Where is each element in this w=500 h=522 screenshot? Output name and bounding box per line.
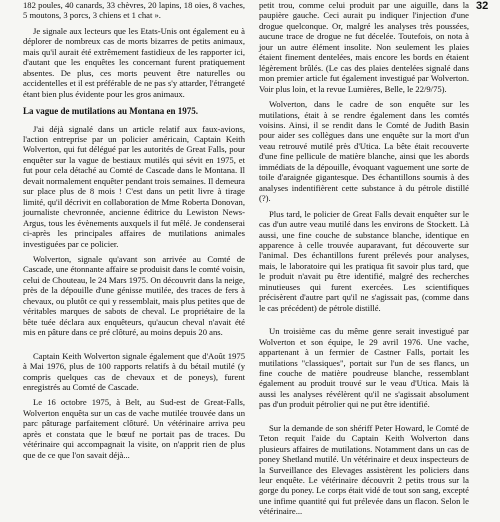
paragraph: Le 16 octobre 1975, à Belt, au Sud-est de Great-Falls, Wolverton enquêta sur un cas de vache mutilée trouvée dans un parc pâturage parfaitement clôturé. Un vétérinaire arriva peu après et constata que le bœuf ne portait pas de traces. Du vétérinaire qui accompagnait la visite, on n'apprit rien de plus que de ce que l'on savait déjà... <box>23 397 245 460</box>
paragraph: J'ai déjà signalé dans un article relatif aux faux-avions, l'action entreprise par un policier américain, Captain Keith Wolverton, qui fut délégué par les autorités de Great Falls, pour enquêter sur la vague de bestiaux mutilés qui sévit en 1975, et fut pour cela détaché au Comté de Cascade dans le Montana. Il devait normalement enquêter pendant trois semaines. Il demeura sur place plus de 8 mois ! C'est dans un petit livre à tirage limité, qu'il décrivit en collaboration de Mme Roberta Donovan, journaliste chevronnée, ancienne éditrice du Lewiston News-Argus, tous les évènements auxquels il fut mêlé. Je condenserai ci-après les principales affaires de mutilations animales investiguées par ce policier. <box>23 123 245 249</box>
paragraph-gap <box>23 343 245 351</box>
page-number: 32 <box>476 0 489 12</box>
paragraph: Wolverton, dans le cadre de son enquête sur les mutilations, était à se rendre également dans les comtés voisins. Ainsi, il se rendit dans le Comté de Judith Basin pour aider ses collègues dans une enquête sur la mort d'un veau retrouvé mutilé près d'Utica. La bête était recouverte d'une fine pellicule de matière blanche, ainsi que les abords immédiats de la dépouille, évoquant vaguement une sorte de toile d'araignée gigantesque. Des échantillons soumis à des analyses indentifièrent cette substance à du pétrole distillé (?). <box>259 99 469 204</box>
paragraph: petit trou, comme celui produit par une aiguille, dans la paupière gauche. Ceci aurait pu indiquer l'injection d'une drogue quelconque. Or, malgré les analyses très poussées, aucune trace de drogue ne fut décelée. Toutefois, on nota à jour un autre élément insolite. Non seulement les plaies étaient finement dentelées, mais encore les bords en étaient légèrement brûlés. (Le cas des plaies dentelées signalé dans mon premier article fut également investigué par Wolverton. Voir plus loin, et la revue Lumières, Belle, le 22/9/75). <box>259 0 469 94</box>
paragraph: Wolverton, signale qu'avant son arrivée au Comté de Cascade, une étonnante affaire se produisit dans le comté voisin, celui de Chouteau, le 24 Mars 1975. On découvrit dans la neige, près de la dépouille d'une génisse mutilée, des traces de fers à chevaux, ou plutôt ce qui y ressemblait, mais plus petites que de véritables marques de sabots de cheval. Le propriétaire de la bête tuée déclara aux enquêteurs, qu'aucun cheval n'avait été mis en pâture dans ce pré clôturé, au moins depuis 20 ans. <box>23 253 246 338</box>
right-column <box>259 0 469 522</box>
paragraph: Captain Keith Wolverton signale également que d'Août 1975 à Mai 1976, plus de 100 rapports relatifs à du bétail mutilé (y compris quelques cas de chevaux et de poneys), furent enregistrés au Comté de Cascade. <box>23 350 245 392</box>
paragraph: Je signale aux lecteurs que les Etats-Unis ont également eu à déplorer de nombreux cas de morts bizarres de petits animaux, mais qu'il aurait été extrêmement fastidieux de les rapporter ici, d'autant que les enquêtes les concernant furent pratiquement absentes. De plus, ces morts peuvent être naturelles ou accidentelles et il est préférable de ne pas s'y attarder, l'étrangeté étant bien plus évidente pour les gros animaux. <box>23 25 245 99</box>
left-column <box>23 0 245 465</box>
paragraph-gap <box>259 318 469 326</box>
paragraph: 182 poules, 40 canards, 33 chèvres, 20 lapins, 18 oies, 8 vaches, 5 moutons, 3 porcs, 3 chiens et 1 chat ». <box>23 0 245 21</box>
paragraph: Plus tard, le policier de Great Falls devait enquêter sur le cas d'un autre veau mutilé dans les environs de Stockett. Là aussi, une fine couche de substance blanche, identique en apparence à celle trouvée auparavant, fut découverte sur l'animal. Des échantillons furent prélevés pour analyses, mais, le laboratoire qui les pratiqua fit savoir plus tard, que le produit n'avait pu être identifié, malgré des recherches minutieuses qui furent exercées. Les scientifiques précisèrent d'autre part qu'il ne s'agissait pas, (comme dans le cas précédent) de pétrole distillé. <box>259 208 469 313</box>
section-heading: La vague de mutilations au Montana en 1975. <box>23 106 199 117</box>
paragraph: Sur la demande de son shériff Peter Howard, le Comté de Teton requit l'aide du Captain Keith Wolverton dans plusieurs affaires de mutilations. Notamment dans un cas de poney Shetland mutilé. Un vétérinaire et deux inspecteurs de la Surveillance des Elevages assistèrent les policiers dans leur enquête. Le vétérinaire découvrit 2 petits trous sur la gorge du poney. Le corps était vidé de tout son sang, excepté une infime quantité qui fut prélevée dans un flacon. Selon le vétérinaire... <box>259 422 469 517</box>
paragraph: Un troisième cas du même genre serait investigué par Wolverton et son équipe, le 29 avril 1976. Une vache, appartenant à un fermier de Castner Falls, portait les mutilations "classiques", portait sur l'un de ses flancs, un fine couche de matière poudreuse blanche, ressemblant également au produit trouvé sur le veau d'Utica. Mais là aussi les analyses révélèrent qu'il ne s'agissait absolument pas d'un produit pétrolier qui ne put être identifié. <box>259 326 469 410</box>
paragraph-gap <box>259 415 469 423</box>
